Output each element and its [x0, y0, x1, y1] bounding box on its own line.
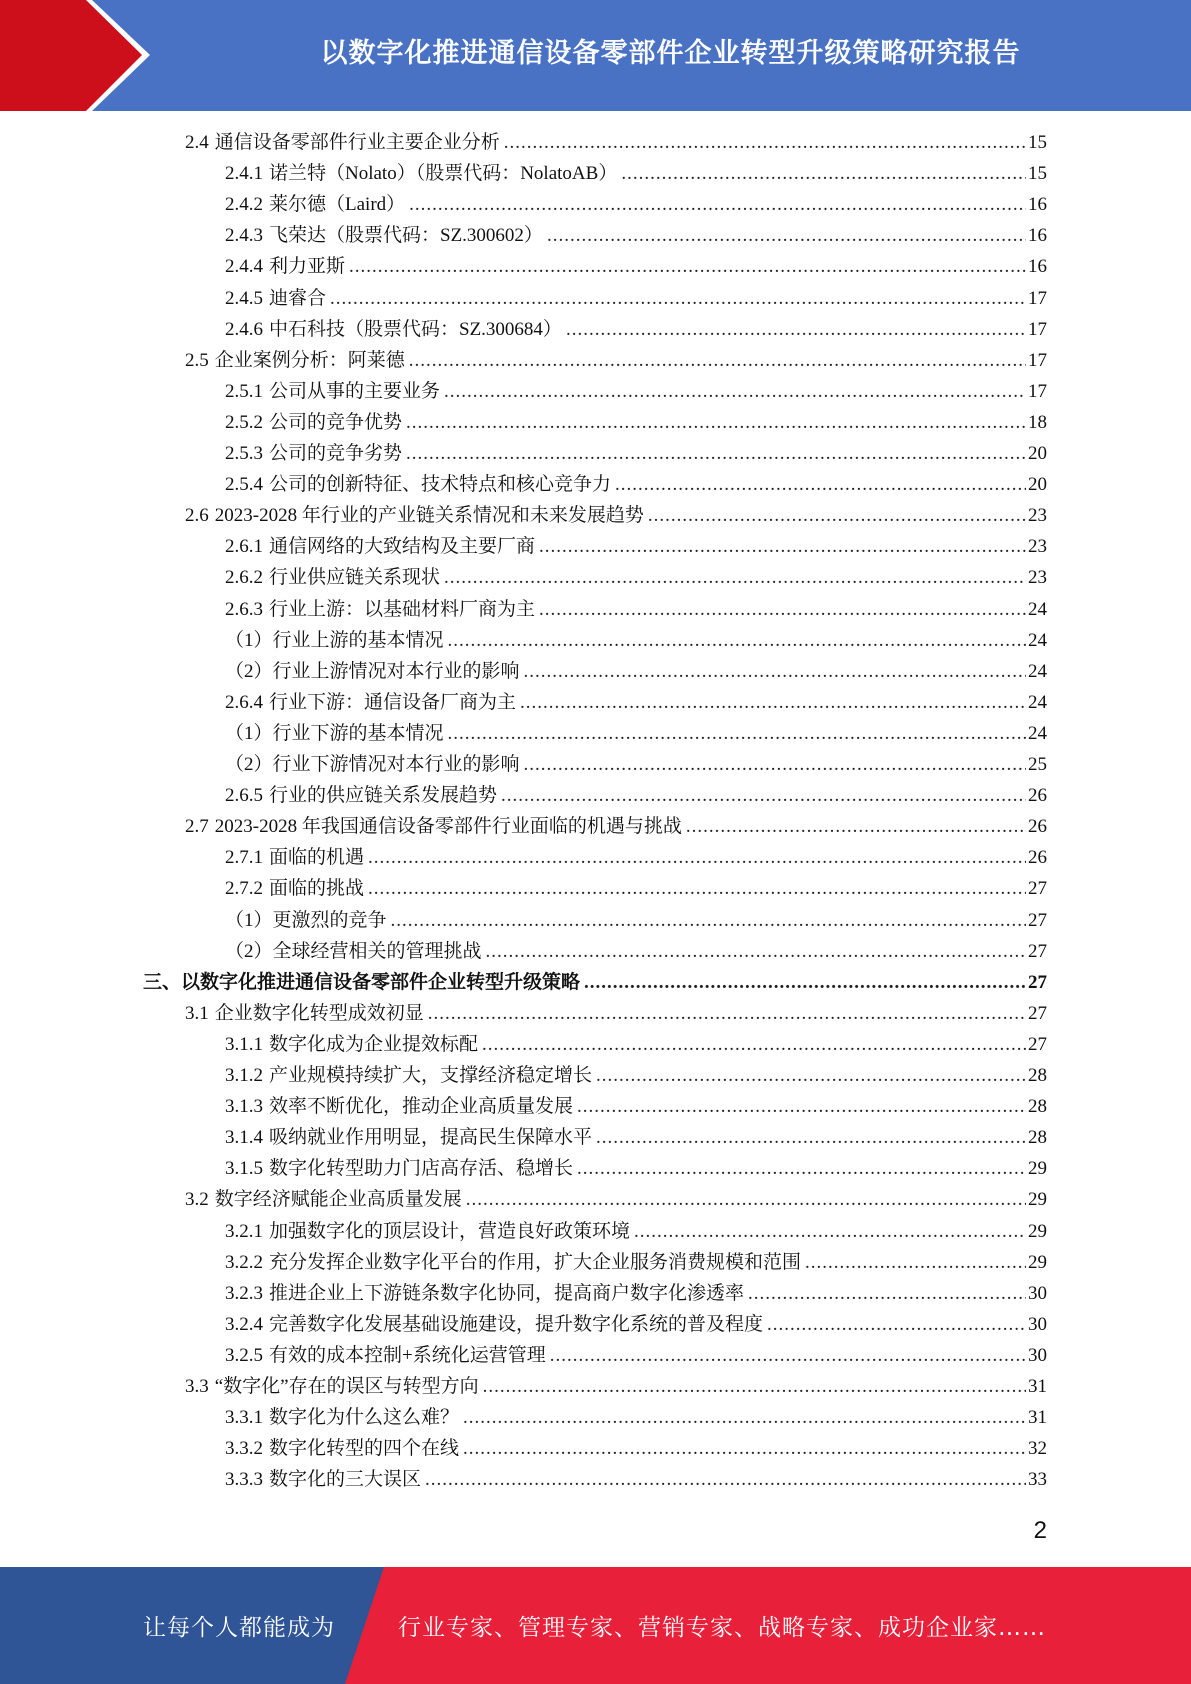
toc-entry-number: 2.4.2 — [225, 194, 263, 216]
toc-entry-page: 27 — [1028, 1002, 1047, 1024]
toc-entry-title: 有效的成本控制+系统化运营管理 — [269, 1344, 546, 1366]
toc-entry-title: 莱尔德（Laird） — [269, 194, 406, 216]
toc-dot-leader — [524, 749, 1026, 780]
toc-entry-title: 三、以数字化推进通信设备零部件企业转型升级策略 — [143, 971, 581, 993]
toc-entry-page: 32 — [1028, 1438, 1047, 1460]
toc-entry[interactable] — [225, 1091, 1047, 1122]
toc-entry[interactable] — [225, 1029, 1047, 1060]
toc-entry[interactable] — [225, 1433, 1047, 1464]
toc-entry-page: 24 — [1028, 629, 1047, 651]
toc-entry-number: 2.5.3 — [225, 443, 263, 464]
toc-entry-title: 行业供应链关系现状 — [269, 567, 441, 589]
toc-dot-leader — [584, 967, 1026, 998]
toc-entry-number: 2.4.4 — [225, 256, 263, 278]
toc-entry-page: 31 — [1028, 1407, 1047, 1429]
toc-entry-title: 行业的供应链关系发展趋势 — [269, 785, 498, 807]
toc-entry-number: 3.3.1 — [225, 1407, 263, 1429]
toc-dot-leader — [368, 873, 1026, 904]
toc-entry-page: 15 — [1028, 132, 1047, 153]
toc-entry[interactable] — [225, 594, 1047, 625]
toc-entry[interactable] — [143, 967, 1047, 998]
toc-entry-title: （2）全球经营相关的管理挑战 — [225, 940, 482, 962]
toc-entry-title: 企业案例分析：阿莱德 — [214, 349, 405, 371]
toc-entry-number: 2.4.5 — [225, 287, 263, 309]
toc-entry-title: 2023-2028 年我国通信设备零部件行业面临的机遇与挑战 — [214, 816, 682, 838]
toc-entry-page: 20 — [1028, 443, 1047, 464]
toc-entry[interactable] — [225, 780, 1047, 811]
toc-entry-number: 3.1.3 — [225, 1096, 263, 1118]
toc-entry[interactable] — [185, 127, 1047, 158]
toc-entry-page: 25 — [1028, 754, 1047, 775]
toc-entry-number: 3.2.5 — [225, 1344, 263, 1366]
page-number: 2 — [1033, 1517, 1047, 1544]
toc-entry-number: 2.5.1 — [225, 380, 263, 402]
toc-entry-title: 数字化转型的四个在线 — [269, 1438, 460, 1460]
toc-entry[interactable] — [225, 1340, 1047, 1371]
footer-slogan-left: 让每个人都能成为 — [143, 1615, 335, 1641]
toc-dot-leader — [577, 1153, 1026, 1184]
toc-dot-leader — [767, 1309, 1026, 1340]
toc-entry-title: 企业数字化转型成效初显 — [214, 1002, 424, 1024]
toc-entry-title: “数字化”存在的误区与转型方向 — [214, 1376, 479, 1397]
toc-entry-number: 3.3 — [185, 1376, 209, 1397]
toc-dot-leader — [686, 811, 1026, 842]
toc-entry[interactable] — [225, 656, 1047, 687]
toc-entry[interactable] — [225, 1402, 1047, 1433]
toc-entry[interactable] — [225, 718, 1047, 749]
toc-entry-title: 面临的机遇 — [269, 847, 365, 869]
toc-entry-page: 16 — [1028, 256, 1047, 278]
toc-entry-page: 27 — [1028, 909, 1047, 931]
toc-dot-leader — [466, 1184, 1026, 1215]
toc-entry[interactable] — [225, 562, 1047, 593]
toc-entry-page: 17 — [1028, 349, 1047, 371]
toc-entry-number: 2.6.1 — [225, 536, 263, 558]
toc-entry-page: 23 — [1028, 505, 1047, 527]
toc-entry-page: 28 — [1028, 1065, 1047, 1086]
toc-entry-title: （1）更激烈的竞争 — [225, 909, 387, 931]
toc-dot-leader — [615, 469, 1026, 500]
toc-dot-leader — [409, 189, 1026, 220]
toc-entry-page: 15 — [1028, 163, 1047, 185]
toc-entry[interactable] — [185, 345, 1047, 376]
toc-dot-leader — [444, 562, 1026, 593]
toc-entry[interactable] — [225, 251, 1047, 282]
toc-entry-title: （2）行业下游情况对本行业的影响 — [225, 754, 520, 775]
toc-entry-page: 27 — [1028, 971, 1047, 993]
toc-entry-title: 数字化成为企业提效标配 — [269, 1033, 479, 1055]
toc-dot-leader — [368, 842, 1026, 873]
toc-dot-leader — [391, 905, 1026, 936]
toc-entry[interactable] — [225, 842, 1047, 873]
toc-entry-number: 3.3.3 — [225, 1469, 263, 1491]
toc-entry-page: 24 — [1028, 691, 1047, 713]
toc-entry[interactable] — [185, 811, 1047, 842]
toc-entry-page: 27 — [1028, 878, 1047, 900]
toc-entry-page: 23 — [1028, 567, 1047, 589]
toc-dot-leader — [520, 687, 1026, 718]
toc-entry[interactable] — [225, 189, 1047, 220]
toc-entry-number: 2.4 — [185, 132, 209, 153]
toc-entry-number: 3.1.5 — [225, 1158, 263, 1180]
toc-entry-page: 31 — [1028, 1376, 1047, 1397]
toc-dot-leader — [805, 1247, 1026, 1278]
toc-entry-page: 28 — [1028, 1127, 1047, 1149]
toc-entry[interactable] — [225, 873, 1047, 904]
toc-entry-page: 30 — [1028, 1344, 1047, 1366]
toc-dot-leader — [349, 251, 1026, 282]
toc-entry-page: 28 — [1028, 1096, 1047, 1118]
toc-entry-number: 2.5.4 — [225, 474, 263, 496]
toc-dot-leader — [425, 1464, 1026, 1495]
toc-dot-leader — [621, 158, 1026, 189]
toc-entry-page: 24 — [1028, 722, 1047, 744]
toc-entry[interactable] — [185, 500, 1047, 531]
toc-entry-number: 3.2.1 — [225, 1220, 263, 1242]
toc-entry-number: 2.6.2 — [225, 567, 263, 589]
toc-entry-title: 数字经济赋能企业高质量发展 — [214, 1189, 462, 1211]
toc-entry[interactable] — [225, 407, 1047, 438]
toc-entry-title: （2）行业上游情况对本行业的影响 — [225, 660, 520, 682]
toc-entry-title: 中石科技（股票代码：SZ.300684） — [269, 318, 562, 340]
toc-dot-leader — [501, 780, 1026, 811]
toc-dot-leader — [463, 1402, 1026, 1433]
toc-dot-leader — [504, 127, 1026, 158]
toc-entry-page: 17 — [1028, 380, 1047, 402]
toc-dot-leader — [448, 718, 1026, 749]
toc-dot-leader — [596, 1122, 1026, 1153]
toc-entry-title: 公司的竞争劣势 — [269, 443, 403, 464]
toc-entry-page: 26 — [1028, 847, 1047, 869]
toc-entry-page: 20 — [1028, 474, 1047, 496]
toc-entry-number: 3.2 — [185, 1189, 209, 1211]
toc-entry-page: 18 — [1028, 411, 1047, 433]
toc-entry-title: 推进企业上下游链条数字化协同，提高商户数字化渗透率 — [269, 1282, 745, 1304]
toc-entry-number: 3.1 — [185, 1002, 209, 1024]
toc-dot-leader — [482, 1029, 1026, 1060]
toc-entry-number: 2.4.3 — [225, 225, 263, 247]
toc-entry-title: 加强数字化的顶层设计，营造良好政策环境 — [269, 1220, 631, 1242]
toc-entry-title: 公司的竞争优势 — [269, 411, 403, 433]
document-title: 以数字化推进通信设备零部件企业转型升级策略研究报告 — [320, 37, 1021, 69]
toc-entry-page: 29 — [1028, 1158, 1047, 1180]
toc-entry-title: （1）行业上游的基本情况 — [225, 629, 444, 651]
toc-dot-leader — [596, 1060, 1026, 1091]
toc-entry-number: 2.6.3 — [225, 598, 263, 620]
toc-entry-number: 2.6 — [185, 505, 209, 527]
toc-entry-title: 飞荣达（股票代码：SZ.300602） — [269, 225, 543, 247]
toc-entry[interactable] — [225, 749, 1047, 780]
toc-entry[interactable] — [225, 1309, 1047, 1340]
toc-entry-page: 29 — [1028, 1251, 1047, 1273]
toc-dot-leader — [577, 1091, 1026, 1122]
toc-dot-leader — [463, 1433, 1026, 1464]
toc-dot-leader — [550, 1340, 1026, 1371]
toc-entry-page: 29 — [1028, 1220, 1047, 1242]
toc-entry-title: 数字化为什么这么难？ — [269, 1407, 460, 1429]
toc-entry[interactable] — [225, 936, 1047, 967]
toc-entry[interactable] — [185, 1184, 1047, 1215]
toc-entry[interactable] — [225, 469, 1047, 500]
toc-entry[interactable] — [225, 1247, 1047, 1278]
toc-dot-leader — [406, 407, 1026, 438]
toc-dot-leader — [486, 936, 1026, 967]
toc-entry[interactable] — [225, 1216, 1047, 1247]
toc-entry-number: 2.7.1 — [225, 847, 263, 869]
toc-entry[interactable] — [225, 314, 1047, 345]
toc-entry-number: 3.1.2 — [225, 1065, 263, 1086]
toc-entry-title: 面临的挑战 — [269, 878, 365, 900]
toc-entry-title: 数字化的三大误区 — [269, 1469, 422, 1491]
page-footer — [0, 1567, 1191, 1684]
toc-entry[interactable] — [225, 625, 1047, 656]
toc-entry-title: 行业上游：以基础材料厂商为主 — [269, 598, 536, 620]
toc-entry-page: 23 — [1028, 536, 1047, 558]
toc-entry[interactable] — [225, 1464, 1047, 1495]
toc-entry-number: 3.1.4 — [225, 1127, 263, 1149]
toc-entry-page: 24 — [1028, 598, 1047, 620]
toc-entry[interactable] — [185, 1371, 1047, 1402]
toc-entry-number: 3.3.2 — [225, 1438, 263, 1460]
toc-entry-title: 充分发挥企业数字化平台的作用，扩大企业服务消费规模和范围 — [269, 1251, 802, 1273]
toc-entry-title: 完善数字化发展基础设施建设，提升数字化系统的普及程度 — [269, 1313, 764, 1335]
toc-dot-leader — [483, 1371, 1026, 1402]
toc-entry[interactable] — [225, 1153, 1047, 1184]
toc-entry-number: 3.1.1 — [225, 1033, 263, 1055]
toc-entry-page: 17 — [1028, 287, 1047, 309]
toc-entry-page: 30 — [1028, 1313, 1047, 1335]
toc-entry-number: 3.2.2 — [225, 1251, 263, 1273]
toc-entry-page: 29 — [1028, 1189, 1047, 1211]
toc-entry-title: 通信设备零部件行业主要企业分析 — [214, 132, 500, 153]
toc-dot-leader — [444, 376, 1026, 407]
toc-entry-number: 2.7 — [185, 816, 209, 838]
toc-entry-title: 效率不断优化，推动企业高质量发展 — [269, 1096, 574, 1118]
toc-entry-title: 公司从事的主要业务 — [269, 380, 441, 402]
toc-entry[interactable] — [225, 687, 1047, 718]
toc-entry-number: 3.2.3 — [225, 1282, 263, 1304]
toc-entry-title: 行业下游：通信设备厂商为主 — [269, 691, 517, 713]
toc-entry[interactable] — [225, 438, 1047, 469]
toc-entry-page: 17 — [1028, 318, 1047, 340]
toc-entry[interactable] — [225, 531, 1047, 562]
toc-entry-title: 诺兰特（Nolato）（股票代码：NolatoAB） — [269, 163, 618, 185]
toc-entry[interactable] — [225, 220, 1047, 251]
toc-entry-number: 2.7.2 — [225, 878, 263, 900]
toc-entry-title: 2023-2028 年行业的产业链关系情况和未来发展趋势 — [214, 505, 644, 527]
toc-entry-title: 通信网络的大致结构及主要厂商 — [269, 536, 536, 558]
toc-entry-title: 产业规模持续扩大，支撑经济稳定增长 — [269, 1065, 593, 1086]
footer-slogan-right: 行业专家、管理专家、营销专家、战略专家、成功企业家…… — [398, 1615, 1046, 1641]
toc-dot-leader — [524, 656, 1026, 687]
toc-entry-title: （1）行业下游的基本情况 — [225, 722, 444, 744]
toc-dot-leader — [409, 345, 1026, 376]
toc-entry[interactable] — [225, 1122, 1047, 1153]
toc-entry-title: 利力亚斯 — [269, 256, 346, 278]
toc-entry-page: 26 — [1028, 785, 1047, 807]
toc-entry-page: 30 — [1028, 1282, 1047, 1304]
toc-entry-number: 2.6.4 — [225, 691, 263, 713]
toc-entry[interactable] — [225, 1060, 1047, 1091]
toc-dot-leader — [648, 500, 1026, 531]
toc-entry-number: 2.4.6 — [225, 318, 263, 340]
toc-entry-title: 吸纳就业作用明显，提高民生保障水平 — [269, 1127, 593, 1149]
toc-entry-page: 33 — [1028, 1469, 1047, 1491]
toc-dot-leader — [539, 531, 1026, 562]
toc-entry[interactable] — [225, 1278, 1047, 1309]
toc-dot-leader — [448, 625, 1026, 656]
toc-entry[interactable] — [225, 905, 1047, 936]
toc-entry[interactable] — [185, 998, 1047, 1029]
toc-dot-leader — [566, 314, 1026, 345]
toc-entry-page: 16 — [1028, 194, 1047, 216]
toc-entry-number: 3.2.4 — [225, 1313, 263, 1335]
toc-entry-title: 公司的创新特征、技术特点和核心竞争力 — [269, 474, 612, 496]
toc-entry-number: 2.6.5 — [225, 785, 263, 807]
toc-dot-leader — [406, 438, 1026, 469]
toc-entry-page: 24 — [1028, 660, 1047, 682]
toc-entry-number: 2.5 — [185, 349, 209, 371]
toc-entry[interactable] — [225, 283, 1047, 314]
toc-dot-leader — [547, 220, 1026, 251]
toc-dot-leader — [539, 594, 1026, 625]
toc-entry-page: 26 — [1028, 816, 1047, 838]
toc-entry-title: 数字化转型助力门店高存活、稳增长 — [269, 1158, 574, 1180]
toc-dot-leader — [634, 1216, 1026, 1247]
toc-entry[interactable] — [225, 158, 1047, 189]
toc-entry-number: 2.4.1 — [225, 163, 263, 185]
toc-entry-page: 16 — [1028, 225, 1047, 247]
toc-dot-leader — [330, 283, 1026, 314]
toc-dot-leader — [428, 998, 1026, 1029]
toc-dot-leader — [748, 1278, 1026, 1309]
toc-entry-title: 迪睿合 — [269, 287, 327, 309]
toc-entry[interactable] — [225, 376, 1047, 407]
toc-entry-page: 27 — [1028, 940, 1047, 962]
toc-entry-page: 27 — [1028, 1033, 1047, 1055]
toc-entry-number: 2.5.2 — [225, 411, 263, 433]
page-header — [0, 0, 1191, 111]
